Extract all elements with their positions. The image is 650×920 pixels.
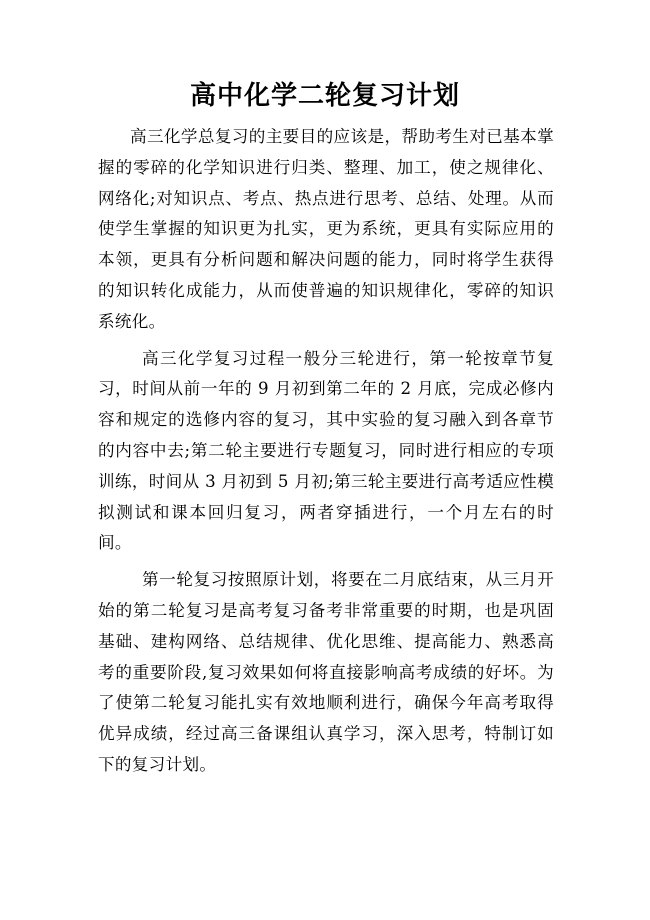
paragraph-1: 高三化学总复习的主要目的应该是，帮助考生对已基本掌握的零碎的化学知识进行归类、整理、加工，使之规律化、网络化;对知识点、考点、热点进行思考、总结、处理。从而使学生掌握的知识更为扎实，更为系统，更具有实际应用的本领，更具有分析问题和解决问题的能力，同时将学生获得的知识转化成能力，从而使普遍的知识规律化，零碎的知识系统化。 [98,127,554,331]
paragraph-2: 高三化学复习过程一般分三轮进行，第一轮按章节复习，时间从前一年的 9 月初到第二年的 2 月底，完成必修内容和规定的选修内容的复习，其中实验的复习融入到各章节的内容中去;第二轮主要进行专题复习，同时进行相应的专项训练，时间从 3 月初到 5 月初;第三轮主要进行高考适应性模拟测试和课本回归复习，两者穿插进行，一个月左右的时间。 [98,348,554,553]
document-body [98,122,554,787]
paragraph-3: 第一轮复习按照原计划，将要在二月底结束，从三月开始的第二轮复习是高考复习备考非常重要的时期，也是巩固基础、建构网络、总结规律、优化思维、提高能力、熟悉高考的重要阶段,复习效果如何将直接影响高考成绩的好坏。为了使第二轮复习能扎实有效地顺利进行，确保今年高考取得优异成绩，经过高三备课组认真学习，深入思考，特制订如下的复习计划。 [98,570,554,774]
document-title: 高中化学二轮复习计划 [189,81,460,111]
